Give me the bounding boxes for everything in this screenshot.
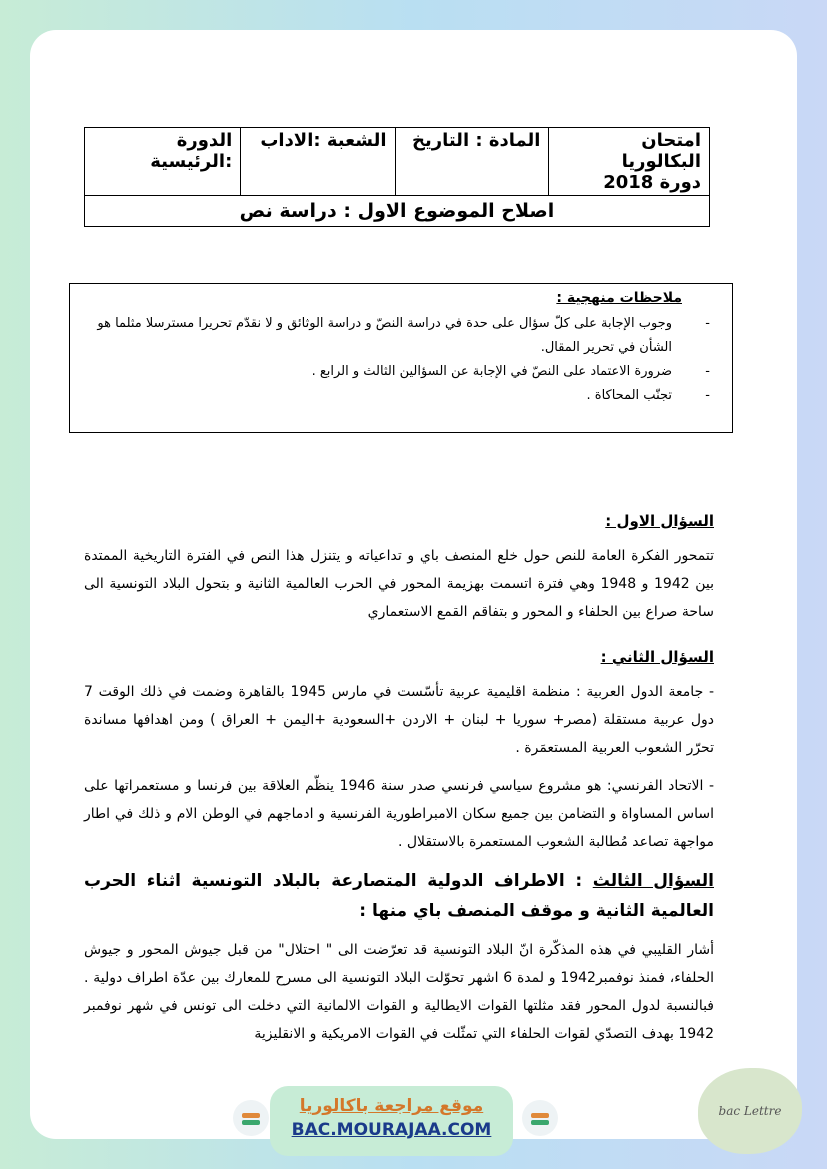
question-2-answer-french-union: - الاتحاد الفرنسي: هو مشروع سياسي فرنسي صدر سنة 1946 ينظّم العلاقة بين فرنسا و مستعمراتها على اساس المساواة و التضامن بين جميع سكان الامبراطورية الفرنسية و ادماجهم في الوطن الام و ذلك في اطار مواجهة تصاعد مُطالبة الشعوب المستعمرة بالاستقلال . (84, 778, 715, 850)
question-2-heading: السؤال الثاني : (600, 648, 714, 666)
correction-title: اصلاح الموضوع الاول : دراسة نص (85, 196, 710, 227)
question-1-section (84, 512, 714, 626)
note-item: - ضرورة الاعتماد على النصّ في الإجابة عن السؤالين الثالث و الرابع . (90, 360, 682, 384)
session-year: دورة 2018 (603, 172, 701, 193)
question-3-answer: أشار القليبي في هذه المذكّرة انّ البلاد التونسية قد تعرّضت الى " احتلال" من قبل جيوش المحور و جيوش الحلفاء، فمنذ نوفمبر1942 و لمدة 6 اشهر تحوّلت البلاد التونسية الى مسرح للمعارك بين عدّة اطراف دولية . فبالنسبة لدول المحور فقد مثلتها القوات الايطالية و القوات الالمانية التي دخلت الى تونس في شهر نوفمبر 1942 بهدف التصدّي لقوات الحلفاء التي تمثّلت في القوات الامريكية و الانقليزية (84, 942, 714, 1042)
note-item: - تجنّب المحاكاة . (90, 384, 682, 408)
exam-label: امتحان البكالوريا (621, 130, 701, 172)
session-type-cell: الدورة :الرئيسية (85, 128, 241, 196)
method-notes-box (69, 283, 733, 433)
site-name-arabic[interactable]: موقع مراجعة باكالوريا (299, 1096, 484, 1116)
question-1-heading: السؤال الاول : (605, 512, 714, 530)
exam-header-table (84, 127, 710, 227)
question-3-heading-text: : الاطراف الدولية المتصارعة بالبلاد التونسية اثناء الحرب العالمية الثانية و موقف المنصف باي منها : (84, 871, 714, 921)
site-logo-icon (233, 1100, 269, 1136)
question-3-section (84, 866, 714, 1048)
question-2-section (84, 648, 714, 856)
notes-list (90, 312, 682, 408)
question-2-answer-arab-league: - جامعة الدول العربية : منظمة اقليمية عربية تأسّست في مارس 1945 بالقاهرة وضمت في ذلك الوقت 7 دول عربية مستقلة (مصر+ سوريا + لبنان + الاردن +السعودية +اليمن + العراق ) ومن اهدافها مساندة تحرّر الشعوب العربية المستعمَرة . (84, 684, 715, 756)
site-url[interactable]: BAC.MOURAJAA.COM (291, 1120, 492, 1140)
branch-cell: الشعبة :الاداب (241, 128, 395, 196)
question-3-heading (84, 866, 714, 926)
bac-lettre-badge (698, 1068, 802, 1154)
badge-text: bac Lettre (718, 1104, 782, 1118)
question-3-heading-label: السؤال الثالث (592, 871, 714, 891)
site-logo-icon (522, 1100, 558, 1136)
question-1-answer: تتمحور الفكرة العامة للنص حول خلع المنصف باي و تداعياته و يتنزل هذا النص في الفترة التاريخية الممتدة بين 1942 و 1948 وهي فترة اتسمت بهزيمة المحور في الحرب العالمية الثانية و بتحول البلاد التونسية الى ساحة صراع بين الحلفاء و المحور و بتفاقم القمع الاستعماري (84, 548, 714, 620)
subject-cell: المادة : التاريخ (395, 128, 549, 196)
exam-cell (549, 128, 710, 196)
note-item: - وجوب الإجابة على كلّ سؤال على حدة في دراسة النصّ و دراسة الوثائق و لا نقدّم تحريرا مسترسلا مثلما هو الشأن في تحرير المقال. (90, 312, 682, 360)
site-footer-banner[interactable] (270, 1086, 513, 1156)
notes-title: ملاحظات منهجية : (556, 290, 682, 306)
